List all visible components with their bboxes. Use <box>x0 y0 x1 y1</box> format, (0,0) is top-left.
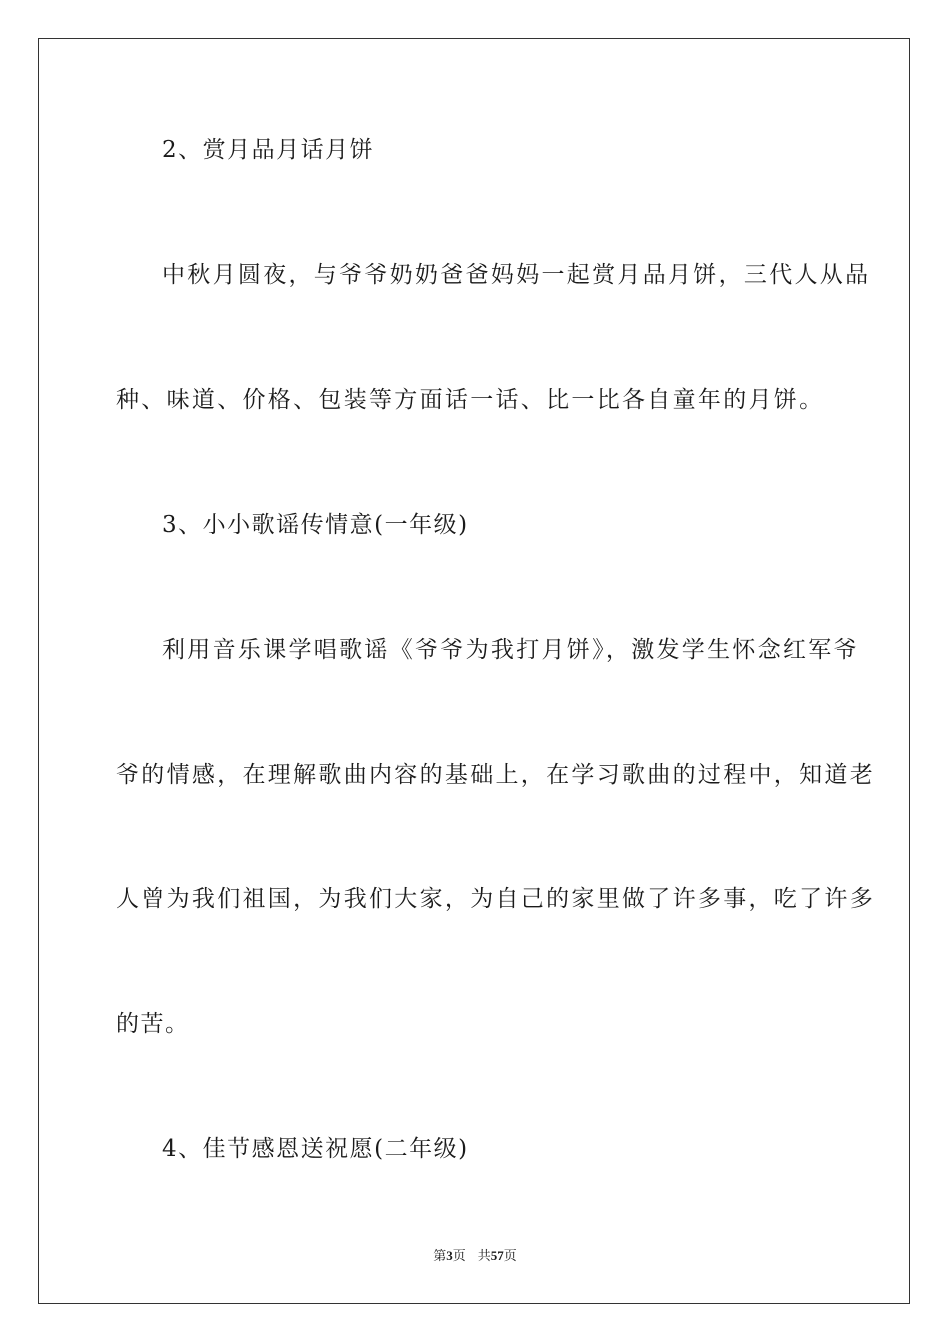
page-footer <box>0 1247 950 1265</box>
paragraph-line: 种、味道、价格、包装等方面话一话、比一比各自童年的月饼。 <box>116 387 825 413</box>
total-prefix: 共 <box>477 1248 491 1263</box>
section-heading-3: 3、小小歌谣传情意(一年级) <box>162 512 469 538</box>
page-border <box>38 38 910 1304</box>
paragraph-line: 利用音乐课学唱歌谣《爷爷为我打月饼》，激发学生怀念红军爷 <box>162 637 859 663</box>
paragraph-line: 爷的情感，在理解歌曲内容的基础上，在学习歌曲的过程中，知道老 <box>116 762 875 788</box>
page-prefix: 第 <box>433 1248 447 1263</box>
total-pages: 57 <box>490 1248 504 1263</box>
page-suffix: 页 <box>452 1248 466 1263</box>
section-heading-4: 4、佳节感恩送祝愿(二年级) <box>162 1136 469 1162</box>
paragraph-line: 的苦。 <box>116 1011 190 1037</box>
paragraph-line: 中秋月圆夜，与爷爷奶奶爸爸妈妈一起赏月品月饼，三代人从品 <box>162 262 871 288</box>
page-number: 3 <box>446 1248 453 1263</box>
total-suffix: 页 <box>503 1248 517 1263</box>
section-heading-2: 2、赏月品月话月饼 <box>162 137 375 163</box>
paragraph-line: 人曾为我们祖国，为我们大家，为自己的家里做了许多事，吃了许多 <box>116 886 875 912</box>
